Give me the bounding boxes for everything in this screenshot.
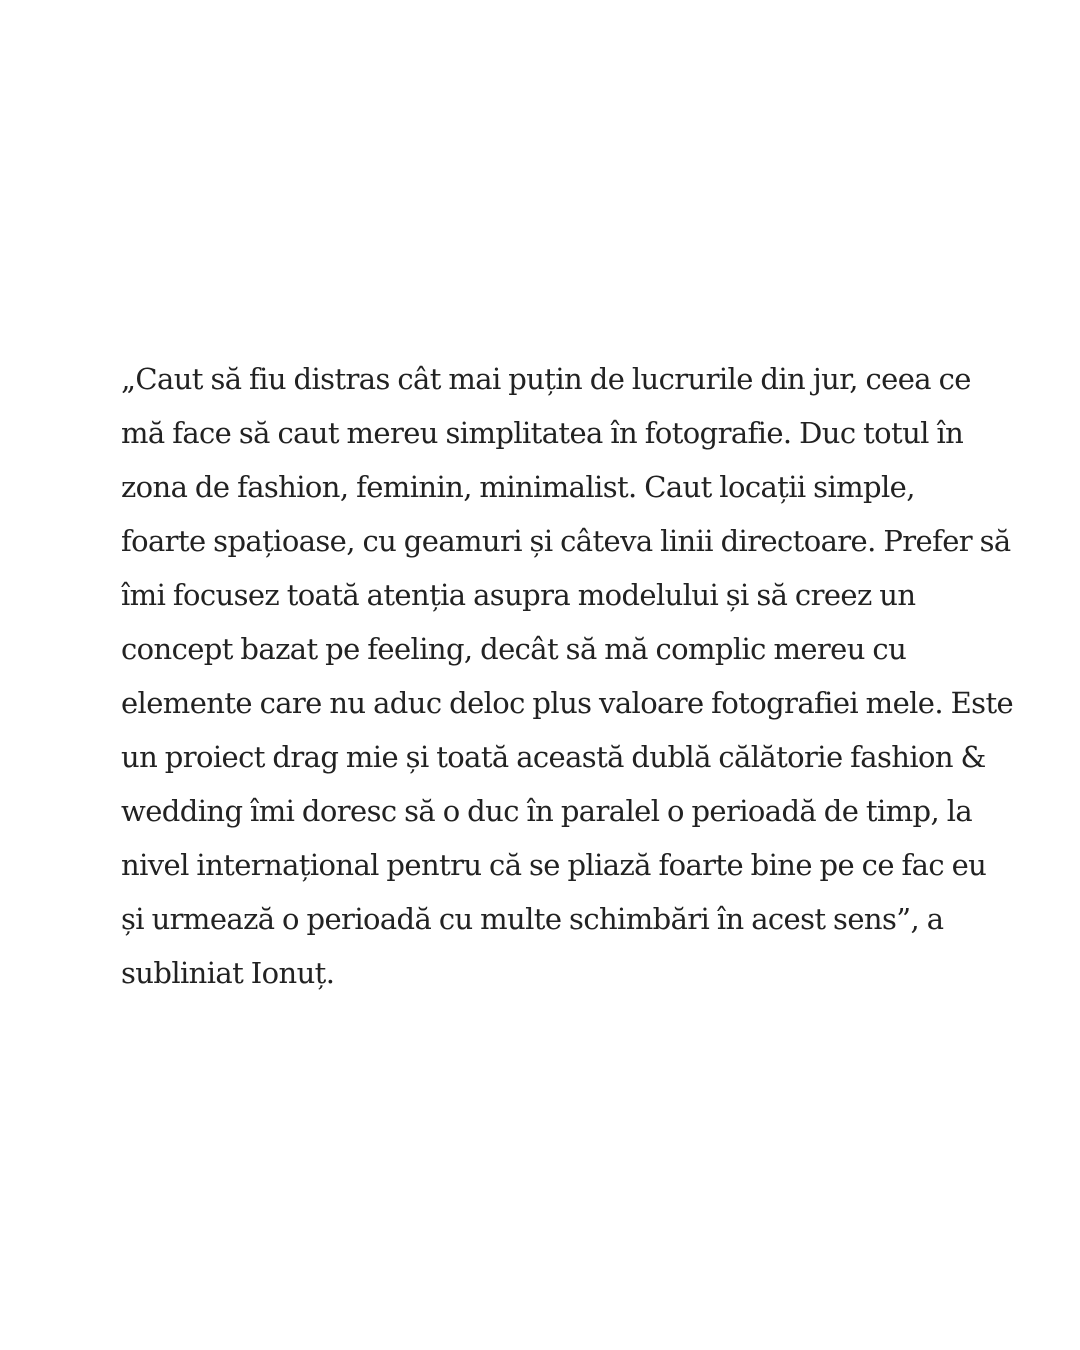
quote-line: wedding îmi doresc să o duc în paralel o perioadă de timp, la xyxy=(121,794,973,828)
quote-line: nivel internațional pentru că se pliază foarte bine pe ce fac eu xyxy=(121,848,987,882)
quote-line: îmi focusez toată atenția asupra modelului și să creez un xyxy=(121,578,916,612)
quote-line: foarte spațioase, cu geamuri și câteva linii directoare. Prefer să xyxy=(121,524,1011,558)
quote-line: subliniat Ionuț. xyxy=(121,956,335,990)
quote-line: elemente care nu aduc deloc plus valoare fotografiei mele. Este xyxy=(121,686,1014,720)
quote-line: și urmează o perioadă cu multe schimbări în acest sens”, a xyxy=(121,902,944,936)
quote-line: zona de fashion, feminin, minimalist. Caut locații simple, xyxy=(121,470,915,504)
quote-paragraph xyxy=(121,352,1014,1000)
quote-line: „Caut să fiu distras cât mai puțin de lucrurile din jur, ceea ce xyxy=(121,362,971,396)
quote-line: concept bazat pe feeling, decât să mă complic mereu cu xyxy=(121,632,907,666)
quote-line: un proiect drag mie și toată această dublă călătorie fashion & xyxy=(121,740,986,774)
quote-line: mă face să caut mereu simplitatea în fotografie. Duc totul în xyxy=(121,416,964,450)
